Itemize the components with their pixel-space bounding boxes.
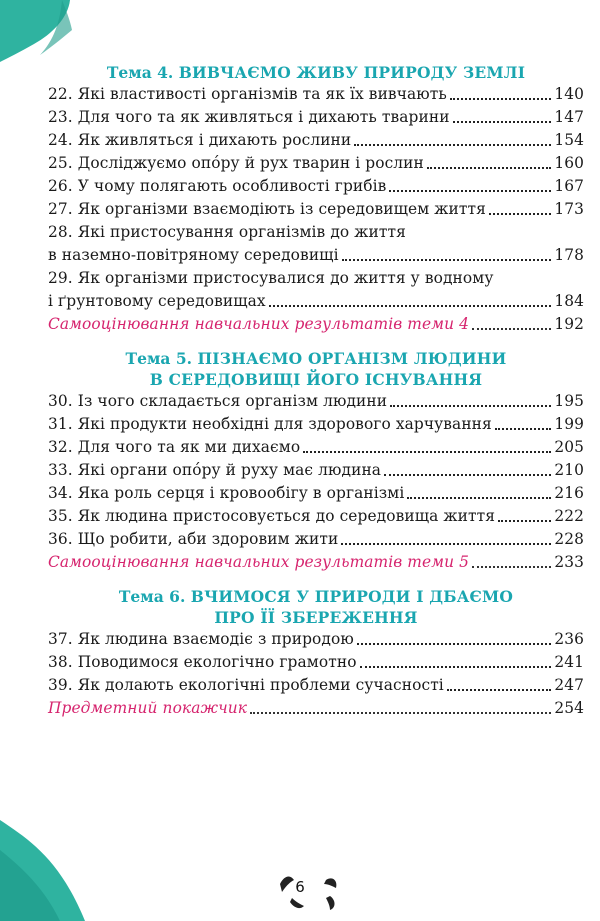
- toc-entry[interactable]: 28. Які пристосування організмів до життя в наземно-повітряному середовищі 178: [48, 223, 584, 264]
- toc-entry[interactable]: 36. Що робити, аби здоровим жити 228: [48, 530, 584, 548]
- table-of-contents: [48, 62, 584, 720]
- toc-entry[interactable]: 30. Із чого складається організм людини 195: [48, 392, 584, 410]
- toc-entry[interactable]: 24. Як живляться і дихають рослини 154: [48, 131, 584, 149]
- toc-assessment-entry[interactable]: Самооцінювання навчальних результатів теми 5 233: [48, 553, 584, 571]
- topic-title-line2: ПРО ЇЇ ЗБЕРЕЖЕННЯ: [214, 608, 418, 627]
- topic-title-line2: В СЕРЕДОВИЩІ ЙОГО ІСНУВАННЯ: [149, 370, 483, 389]
- toc-entry[interactable]: 31. Які продукти необхідні для здорового харчування 199: [48, 415, 584, 433]
- topic-title: ПІЗНАЄМО ОРГАНІЗМ ЛЮДИНИ: [197, 349, 507, 368]
- topic-title: ВИВЧАЄМО ЖИВУ ПРИРОДУ ЗЕМЛІ: [178, 63, 526, 82]
- toc-entry[interactable]: 27. Як організми взаємодіють із середовищем життя 173: [48, 200, 584, 218]
- toc-entry[interactable]: 39. Як долають екологічні проблеми сучасності 247: [48, 676, 584, 694]
- toc-entry[interactable]: 23. Для чого та як живляться і дихають тварини 147: [48, 108, 584, 126]
- topic-number: Тема 6.: [118, 587, 186, 606]
- topic-number: Тема 4.: [106, 63, 174, 82]
- topic-heading: [48, 586, 584, 628]
- topic-number: Тема 5.: [125, 349, 193, 368]
- page-number: 6: [295, 878, 305, 896]
- toc-entry[interactable]: 29. Як організми пристосувалися до життя у водному і ґрунтовому середовищах 184: [48, 269, 584, 310]
- toc-entry[interactable]: 26. У чому полягають особливості грибів 167: [48, 177, 584, 195]
- toc-entry[interactable]: 33. Які органи опо́ру й руху має людина 210: [48, 461, 584, 479]
- toc-entry[interactable]: 25. Досліджуємо опо́ру й рух тварин і рослин 160: [48, 154, 584, 172]
- toc-entry[interactable]: 32. Для чого та як ми дихаємо 205: [48, 438, 584, 456]
- toc-entry[interactable]: 34. Яка роль серця і кровообігу в організмі 216: [48, 484, 584, 502]
- top-left-decoration: [0, 0, 130, 70]
- toc-entry[interactable]: 38. Поводимося екологічно грамотно 241: [48, 653, 584, 671]
- bottom-left-decoration: [0, 790, 140, 921]
- toc-index-entry[interactable]: Предметний покажчик 254: [48, 699, 584, 717]
- toc-entry[interactable]: 35. Як людина пристосовується до середовища життя 222: [48, 507, 584, 525]
- topic-title: ВЧИМОСЯ У ПРИРОДИ І ДБАЄМО: [190, 587, 514, 606]
- topic-heading: [48, 348, 584, 390]
- toc-entry[interactable]: 37. Як людина взаємодіє з природою 236: [48, 630, 584, 648]
- toc-assessment-entry[interactable]: Самооцінювання навчальних результатів теми 4 192: [48, 315, 584, 333]
- topic-heading: [48, 62, 584, 83]
- toc-entry[interactable]: 22. Які властивості організмів та як їх вивчають 140: [48, 85, 584, 103]
